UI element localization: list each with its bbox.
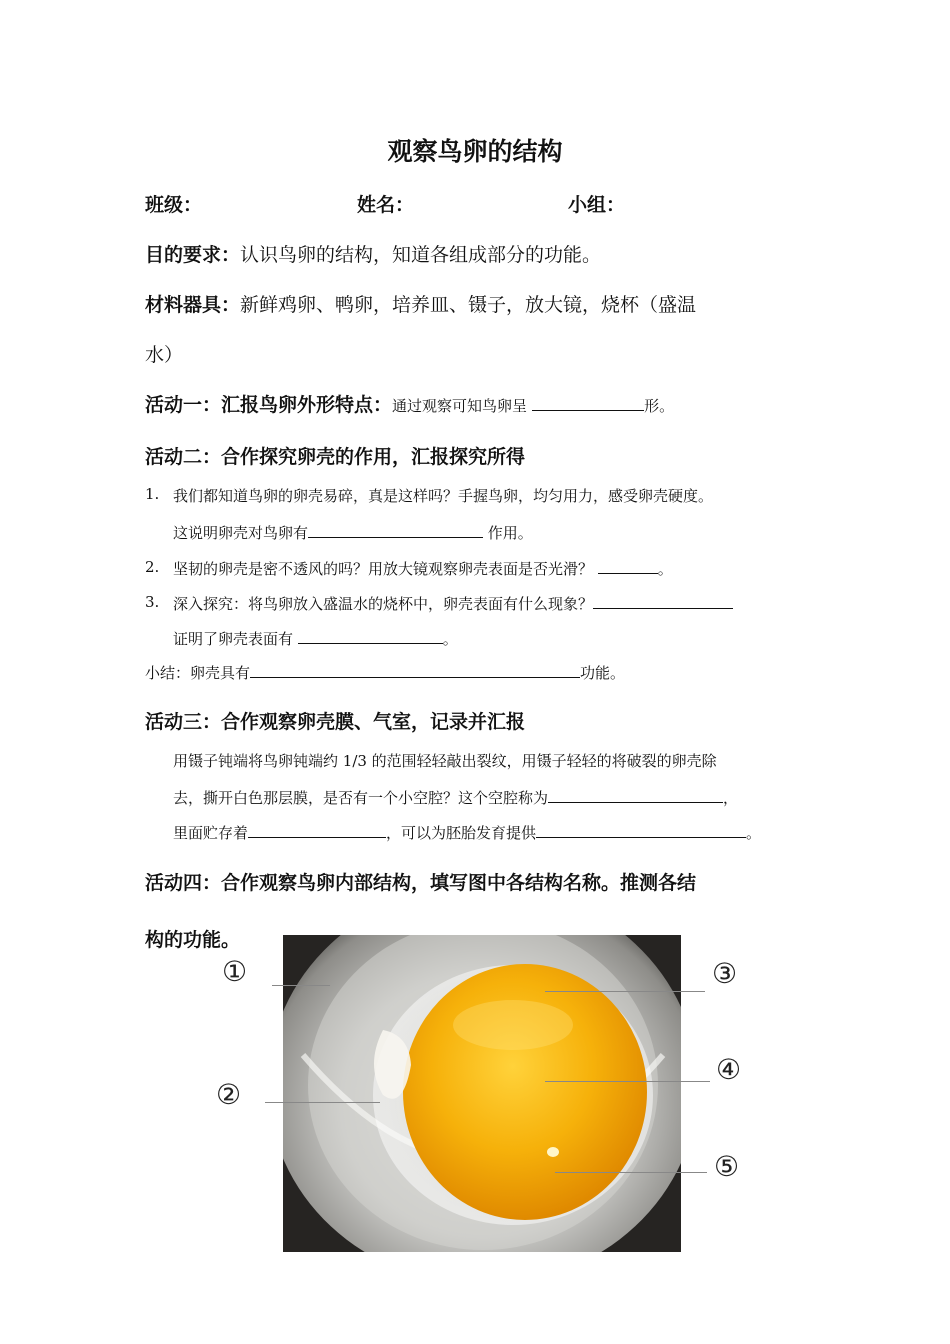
activity1-text-b: 形。: [644, 397, 675, 415]
activity4-heading-1: 活动四：合作观察鸟卵内部结构，填写图中各结构名称。推测各结: [145, 872, 697, 894]
leader-line-5: [555, 1172, 707, 1173]
activity1-label: 活动一：汇报鸟卵外形特点：: [145, 394, 393, 416]
activity3-line1: 用镊子钝端将鸟卵钝端约 1/3 的范围轻轻敲出裂纹，用镊子轻轻的将破裂的卵壳除: [173, 752, 717, 770]
activity3-line3: [173, 822, 761, 843]
protection-blank[interactable]: [308, 522, 483, 538]
activity4-heading-2: 构的功能。: [145, 929, 241, 951]
item1-text-b: 作用。: [487, 524, 533, 542]
item3-line1: [173, 593, 733, 614]
activity3-text-2b: ，: [723, 789, 739, 807]
materials-line: [145, 290, 696, 317]
item2-num: 2.: [145, 558, 160, 576]
summary-blank[interactable]: [250, 662, 580, 678]
leader-line-1: [272, 985, 330, 986]
name-label: 姓名：: [357, 194, 415, 216]
figure-label-4: ④: [716, 1053, 742, 1086]
phenomenon-blank[interactable]: [593, 593, 733, 609]
leader-line-4: [545, 1081, 710, 1082]
leader-line-2: [265, 1102, 380, 1103]
item1-num: 1.: [145, 485, 160, 503]
purpose-line: [145, 240, 601, 267]
materials-text: 新鲜鸡卵、鸭卵，培养皿、镊子，放大镜，烧杯（盛温: [240, 294, 697, 316]
provide-blank[interactable]: [536, 822, 746, 838]
figure-label-1: ①: [222, 955, 248, 988]
activity3-text-2a: 去，撕开白色那层膜，是否有一个小空腔？这个空腔称为: [173, 789, 549, 807]
air-chamber-blank[interactable]: [548, 787, 723, 803]
summary-text-a: 小结：卵壳具有: [145, 664, 251, 682]
smooth-blank[interactable]: [598, 558, 658, 574]
pores-blank[interactable]: [298, 628, 443, 644]
shape-blank[interactable]: [532, 395, 644, 411]
egg-photo: [283, 935, 681, 1252]
item3-text-b: 。: [442, 630, 458, 648]
activity1-text-a: 通过观察可知鸟卵呈: [392, 397, 528, 415]
activity1-line: [145, 390, 674, 417]
item1-text-a: 这说明卵壳对鸟卵有: [173, 524, 309, 542]
summary-text-b: 功能。: [580, 664, 626, 682]
purpose-label: 目的要求：: [145, 244, 241, 266]
item3-line2: [173, 628, 458, 649]
activity3-text-3b: ，可以为胚胎发育提供: [386, 824, 537, 842]
group-label: 小组：: [568, 194, 626, 216]
leader-line-3: [545, 991, 705, 992]
item3-text-1: 深入探究：将鸟卵放入盛温水的烧杯中，卵壳表面有什么现象？: [173, 595, 594, 613]
item1-line2: [173, 522, 533, 543]
page-title: 观察鸟卵的结构: [387, 137, 563, 166]
materials-label: 材料器具：: [145, 294, 241, 316]
activity2-heading: 活动二：合作探究卵壳的作用，汇报探究所得: [145, 446, 526, 468]
figure-label-3: ③: [712, 957, 738, 990]
item2-line: [173, 558, 673, 579]
purpose-text: 认识鸟卵的结构，知道各组成部分的功能。: [240, 244, 602, 266]
activity3-heading: 活动三：合作观察卵壳膜、气室，记录并汇报: [145, 711, 526, 733]
activity3-line2: [173, 787, 738, 808]
item3-num: 3.: [145, 593, 160, 611]
item2-text-a: 坚韧的卵壳是密不透风的吗？用放大镜观察卵壳表面是否光滑？: [173, 560, 594, 578]
item3-text-a: 证明了卵壳表面有: [173, 630, 294, 648]
egg-photo-drawing: [283, 935, 681, 1252]
activity3-text-3a: 里面贮存着: [173, 824, 249, 842]
item1-line1: 我们都知道鸟卵的卵壳易碎，真是这样吗？手握鸟卵，均匀用力，感受卵壳硬度。: [173, 487, 714, 505]
item2-text-b: 。: [657, 560, 673, 578]
summary-line: [145, 662, 625, 683]
figure-label-5: ⑤: [714, 1150, 740, 1183]
materials-text-2: 水）: [145, 344, 184, 366]
figure-label-2: ②: [216, 1078, 242, 1111]
stored-blank[interactable]: [248, 822, 386, 838]
activity3-text-3c: 。: [746, 824, 762, 842]
class-label: 班级：: [145, 194, 203, 216]
